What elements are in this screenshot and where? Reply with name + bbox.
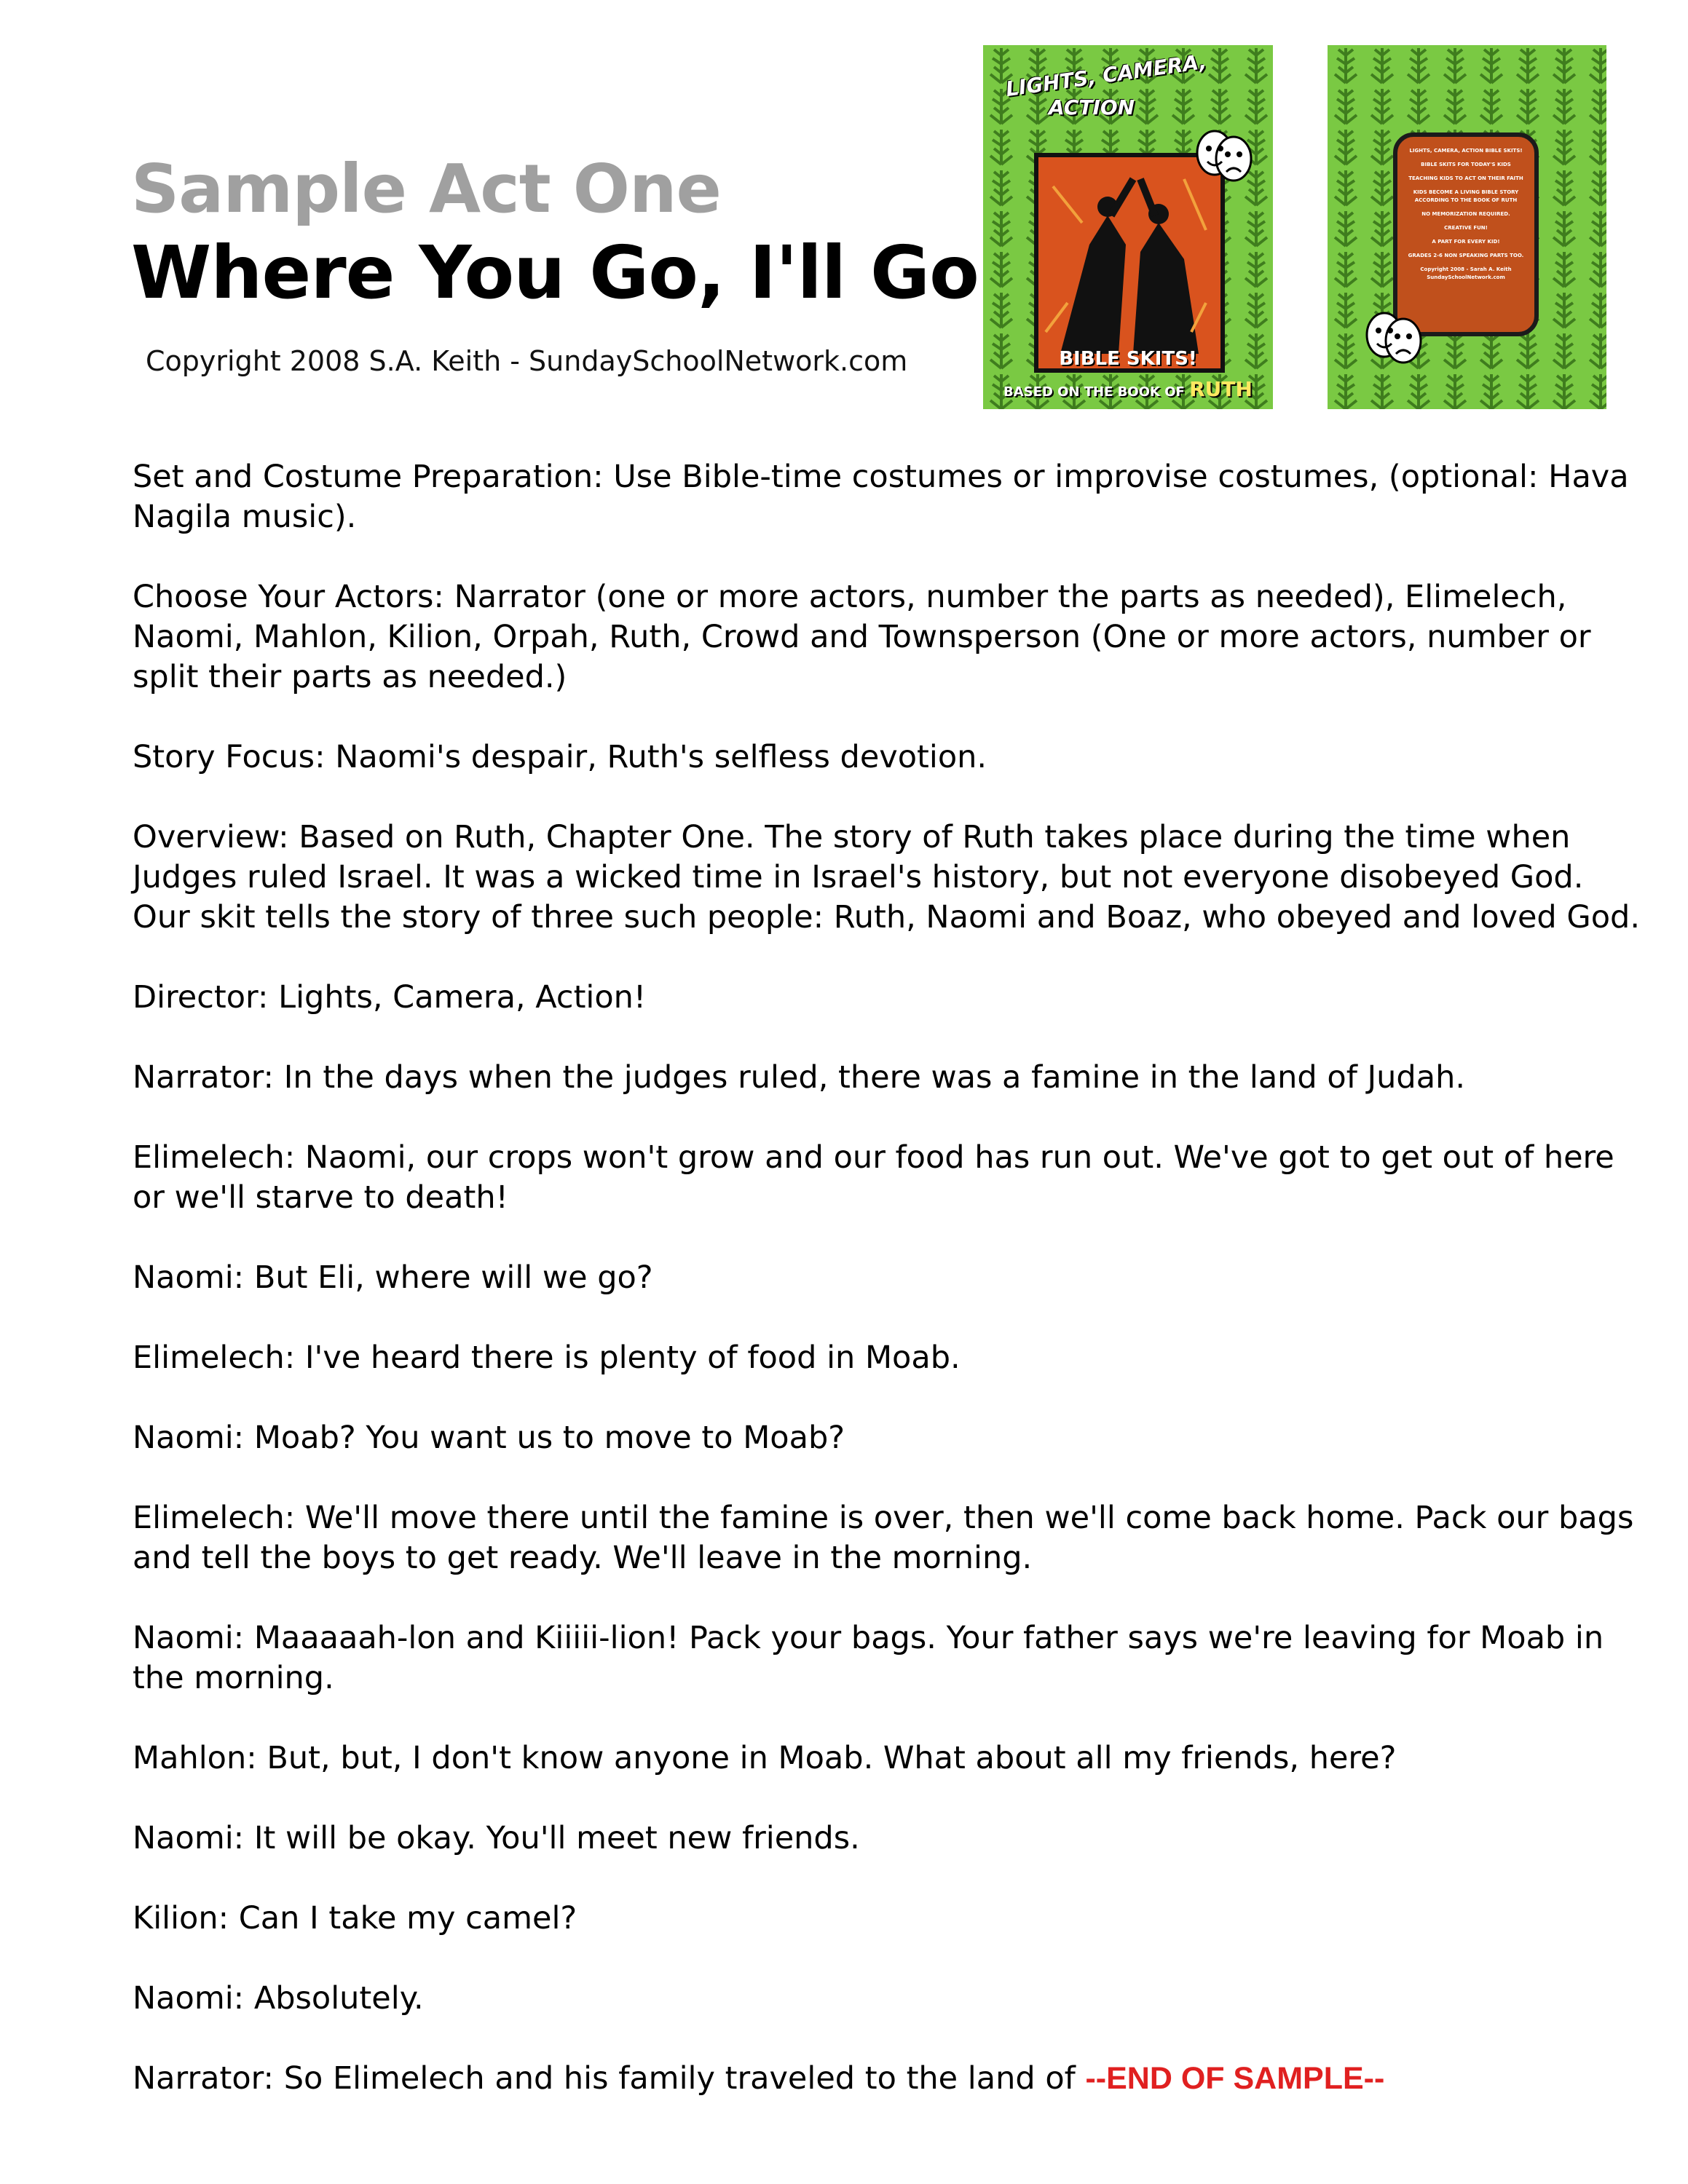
back-cover-text-panel: LIGHTS, CAMERA, ACTION BIBLE SKITS! BIBLE SKITS FOR TODAY'S KIDS TEACHING KIDS TO ACT ON THEIR FAITH KIDS BECOME A LIVING BIBLE STORY ACCORDING TO THE BOOK OF RUTH NO MEMORIZATION REQUIRED. CREATIVE FUN! A PART FOR EVERY KID! GRADES 2-6 NON SPEAKING PARTS TOO. Copyright 2008 - Sarah A. Keith SundaySchoolNetwork.com xyxy=(1393,132,1539,336)
front-cover-image xyxy=(983,45,1273,409)
last-paragraph xyxy=(133,2059,1647,2099)
paragraph: Naomi: But Eli, where will we go? xyxy=(133,1259,653,1296)
script-body xyxy=(133,457,1647,2139)
drama-masks-icon xyxy=(1357,300,1429,373)
act-subtitle: Sample Act One xyxy=(131,150,721,228)
paragraph: Director: Lights, Camera, Action! xyxy=(133,979,647,1016)
cover-banner-ruth: BASED ON THE BOOK OF RUTH xyxy=(1003,377,1253,401)
paragraph: Naomi: Maaaaah-lon and Kiiiii-lion! Pack your bags. Your father says we're leaving for Moab in the morning. xyxy=(133,1620,1604,1696)
copyright-notice: Copyright 2008 S.A. Keith - SundaySchoolNetwork.com xyxy=(146,345,908,377)
drama-masks-icon xyxy=(1187,118,1260,191)
header xyxy=(131,149,979,317)
last-line-text: Narrator: So Elimelech and his family traveled to the land of xyxy=(133,2060,1076,2097)
paragraph: Naomi: Absolutely. xyxy=(133,1980,424,2017)
paragraph: Naomi: It will be okay. You'll meet new friends. xyxy=(133,1820,860,1856)
paragraph: Elimelech: I've heard there is plenty of food in Moab. xyxy=(133,1340,961,1376)
paragraph: Elimelech: Naomi, our crops won't grow and our food has run out. We've got to get out of here or we'll starve to death! xyxy=(133,1139,1614,1216)
cover-title: LIGHTS, CAMERA, ACTION xyxy=(1003,49,1208,119)
paragraph: Kilion: Can I take my camel? xyxy=(133,1900,577,1936)
paragraph: Elimelech: We'll move there until the famine is over, then we'll come back home. Pack our bags and tell the boys to get ready. We'll leave in the morning. xyxy=(133,1500,1634,1576)
paragraph: Set and Costume Preparation: Use Bible-time costumes or improvise costumes, (optional: Hava Nagila music). xyxy=(133,459,1629,535)
back-cover-image xyxy=(1328,45,1606,409)
paragraph: Mahlon: But, but, I don't know anyone in Moab. What about all my friends, here? xyxy=(133,1740,1397,1776)
end-of-sample-marker: --END OF SAMPLE-- xyxy=(1085,2061,1385,2096)
paragraph: Choose Your Actors: Narrator (one or more actors, number the parts as needed), Elimelech, Naomi, Mahlon, Kilion, Orpah, Ruth, Crowd and Townsperson (One or more actors, number or split their parts as needed.) xyxy=(133,579,1591,695)
paragraph: Overview: Based on Ruth, Chapter One. The story of Ruth takes place during the time when Judges ruled Israel. It was a wicked time in Israel's history, but not everyone disobeyed God. Our skit tells the story of three such people: Ruth, Naomi and Boaz, who obeyed and loved God. xyxy=(133,819,1640,935)
paragraph: Story Focus: Naomi's despair, Ruth's selfless devotion. xyxy=(133,739,987,775)
skit-title: Where You Go, I'll Go xyxy=(131,230,979,315)
cover-banner-skits: BIBLE SKITS! xyxy=(1059,348,1197,370)
paragraph: Naomi: Moab? You want us to move to Moab? xyxy=(133,1420,845,1456)
paragraph: Narrator: In the days when the judges ruled, there was a famine in the land of Judah. xyxy=(133,1059,1465,1096)
